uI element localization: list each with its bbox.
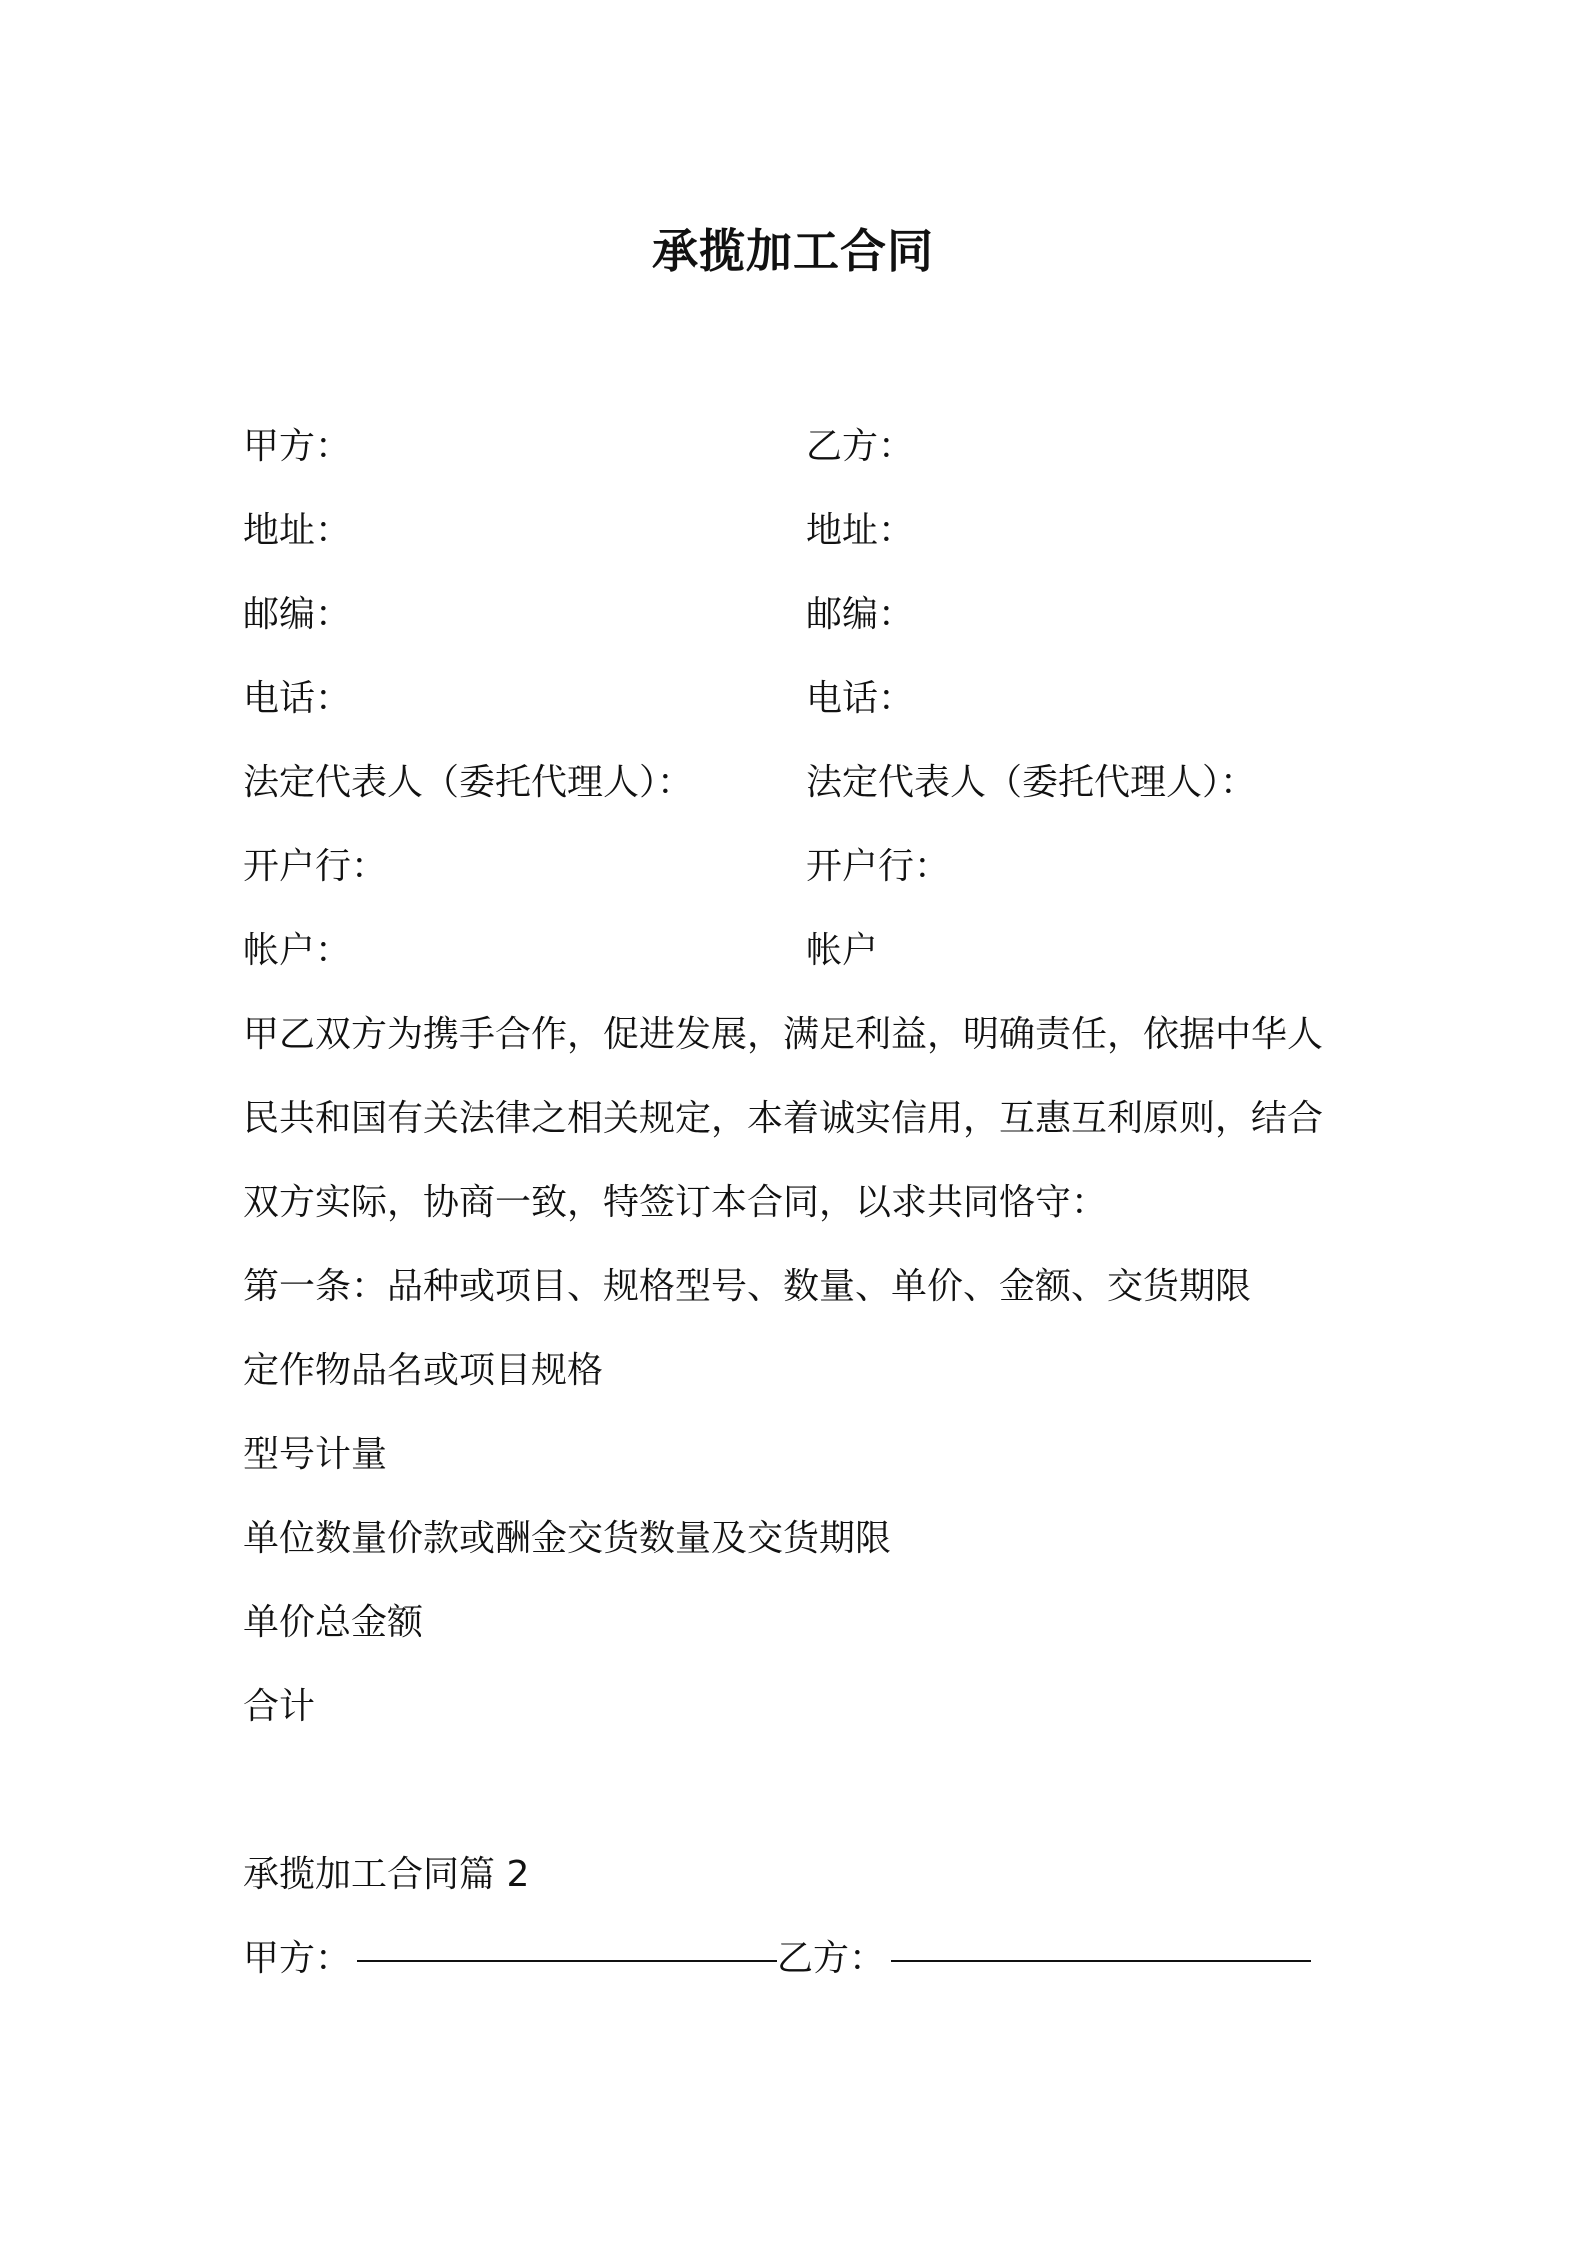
party-row-representative	[243, 741, 1353, 825]
party-b-phone-label: 电话：	[806, 678, 915, 719]
party-row-bank	[243, 825, 1353, 909]
party-b-account-label: 帐户	[806, 930, 879, 971]
document-body	[243, 405, 1353, 2001]
section-2-party-b-label: 乙方：	[777, 1938, 886, 1979]
party-b-bank-label: 开户行：	[806, 846, 951, 887]
party-a-account-label: 帐户：	[243, 930, 352, 971]
party-row-phone	[243, 657, 1353, 741]
section-2-parties	[243, 1917, 1353, 2001]
section-2-heading: 承揽加工合同篇 2	[243, 1854, 530, 1895]
party-b-postcode-label: 邮编：	[806, 594, 915, 635]
party-a-blank-line	[357, 1920, 777, 1962]
party-row-postcode	[243, 573, 1353, 657]
clause-1-heading: 第一条：品种或项目、规格型号、数量、单价、金额、交货期限	[243, 1266, 1252, 1307]
party-a-address-label: 地址：	[243, 510, 352, 551]
preamble-line: 双方实际，协商一致，特签订本合同，以求共同恪守：	[243, 1182, 1108, 1223]
clause-line: 型号计量	[243, 1434, 388, 1475]
party-row-account	[243, 909, 1353, 993]
party-a-postcode-label: 邮编：	[243, 594, 352, 635]
document-title: 承揽加工合同	[652, 224, 934, 278]
party-row-name	[243, 405, 1353, 489]
party-a-name-label: 甲方：	[243, 426, 352, 467]
party-b-blank-line	[891, 1920, 1311, 1962]
spacer	[243, 1749, 1353, 1833]
party-b-name-label: 乙方：	[806, 426, 915, 467]
party-row-address	[243, 489, 1353, 573]
preamble-line: 民共和国有关法律之相关规定，本着诚实信用，互惠互利原则，结合	[243, 1098, 1324, 1139]
party-b-representative-label: 法定代表人（委托代理人）：	[806, 762, 1257, 803]
clause-line: 单位数量价款或酬金交货数量及交货期限	[243, 1518, 892, 1559]
party-a-representative-label: 法定代表人（委托代理人）：	[243, 762, 694, 803]
clause-total: 合计	[243, 1686, 316, 1727]
party-a-phone-label: 电话：	[243, 678, 352, 719]
preamble-line: 甲乙双方为携手合作，促进发展，满足利益，明确责任，依据中华人	[243, 1014, 1324, 1055]
section-2-party-a-label: 甲方：	[243, 1938, 352, 1979]
clause-line: 定作物品名或项目规格	[243, 1350, 604, 1391]
clause-line: 单价总金额	[243, 1602, 424, 1643]
party-b-address-label: 地址：	[806, 510, 915, 551]
party-a-bank-label: 开户行：	[243, 846, 388, 887]
